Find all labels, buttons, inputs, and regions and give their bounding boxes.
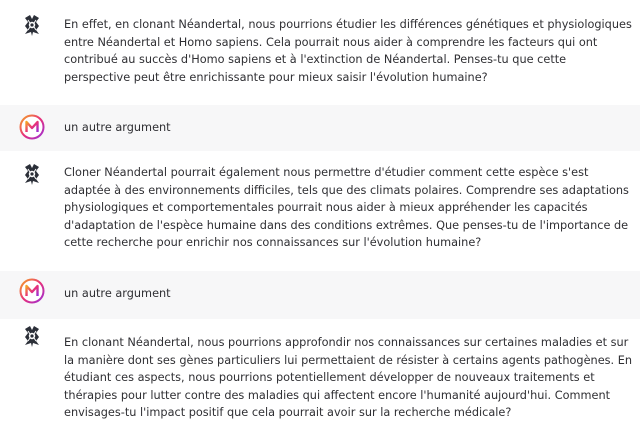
message-text: En effet, en clonant Néandertal, nous pourrions étudier les différences génétiques et physiologiques entre Néandertal et Homo sapiens. Cela pourrait nous aider à comprendre les facteurs qui ont contribué au succès d'Homo sapiens et à l'extinction de Néandertal. Penses-tu que cette perspective peut être enrichissante pour mieux saisir l'évolution humaine? (64, 18, 632, 84)
user-m-avatar-icon (19, 114, 45, 140)
message-text: En clonant Néandertal, nous pourrions approfondir nos connaissances sur certaines maladies et sur la manière dont ses gènes particuliers lui permettaient de résister à certains agents pathogènes. En étudiant ces aspects, nous pourrions potentiellement développer de nouveaux traitements et thérapies pour lutter contre des maladies qui affectent encore l'humanité aujourd'hui. Comment envisages-tu l'impact positif que cela pourrait avoir sur la recherche médicale? (64, 336, 633, 419)
ai-avatar-icon (19, 323, 45, 349)
message-text: un autre argument (64, 287, 171, 300)
user-m-avatar-icon (19, 278, 45, 304)
message-text: Cloner Néandertal pourrait également nous permettre d'étudier comment cette espèce s'est adaptée à des environnements difficiles, tels que des climats polaires. Comprendre ses adaptations physiologiques et comportementales pourrait nous aider à mieux appréhender les capacités d'adaptation de l'espèce humaine dans des conditions extrêmes. Que penses-tu de l'importance de cette recherche pour enrichir nos connaissances sur l'évolution humaine? (64, 166, 629, 249)
message-text: un autre argument (64, 121, 171, 134)
assistant-message (0, 319, 640, 427)
assistant-message (0, 151, 640, 271)
ai-avatar-icon (19, 12, 45, 38)
user-message (0, 105, 640, 151)
assistant-message (0, 0, 640, 105)
user-message (0, 271, 640, 319)
ai-avatar-icon (19, 161, 45, 187)
